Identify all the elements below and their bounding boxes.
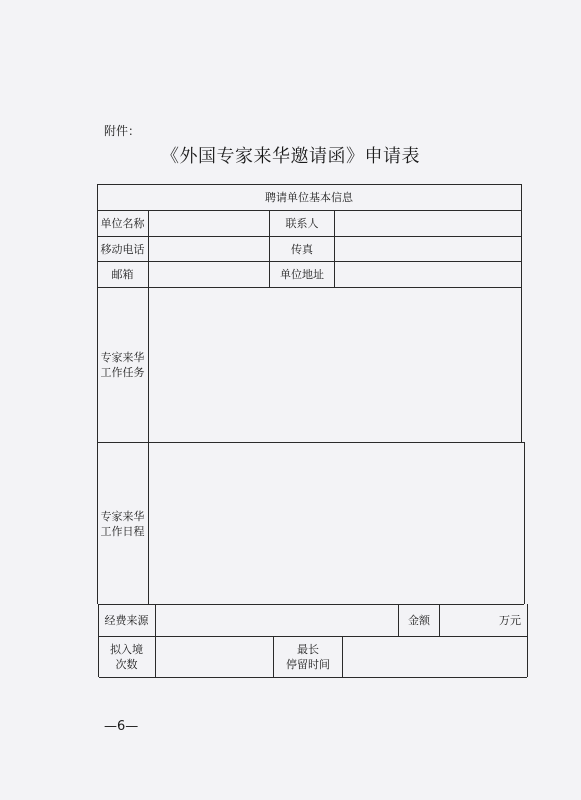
- fax-label: 传真: [291, 242, 313, 256]
- mobile-label: 移动电话: [100, 242, 145, 256]
- section-header: 聘请单位基本信息: [265, 191, 353, 204]
- email-field[interactable]: [149, 262, 269, 287]
- form-title: 《外国专家来华邀请函》申请表: [161, 146, 420, 167]
- max-stay-label: 最长 停留时间: [286, 643, 330, 671]
- entry-count-label: 拟入境 次数: [110, 643, 143, 671]
- work-schedule-label: 专家来华 工作日程: [100, 509, 145, 538]
- page-number: —6—: [104, 719, 139, 734]
- max-stay-field[interactable]: [343, 637, 527, 677]
- unit-name-label: 单位名称: [100, 217, 145, 230]
- unit-name-field[interactable]: [149, 211, 269, 236]
- work-task-field[interactable]: [149, 288, 521, 442]
- amount-unit: 万元: [499, 614, 521, 627]
- fund-source-label: 经费来源: [104, 614, 149, 627]
- mobile-field[interactable]: [149, 237, 269, 261]
- amount-field[interactable]: [440, 605, 527, 636]
- entry-count-field[interactable]: [156, 637, 273, 677]
- work-task-label: 专家来华 工作任务: [100, 351, 145, 379]
- amount-label: 金额: [408, 614, 430, 627]
- contact-field[interactable]: [335, 211, 521, 236]
- work-schedule-field[interactable]: [149, 443, 524, 604]
- attachment-label: 附件：: [104, 124, 141, 138]
- unit-address-label: 单位地址: [280, 268, 324, 281]
- fax-field[interactable]: [335, 237, 521, 261]
- email-label: 邮箱: [111, 268, 134, 281]
- contact-label: 联系人: [285, 217, 319, 230]
- fund-source-field[interactable]: [156, 605, 398, 636]
- unit-address-field[interactable]: [335, 262, 521, 287]
